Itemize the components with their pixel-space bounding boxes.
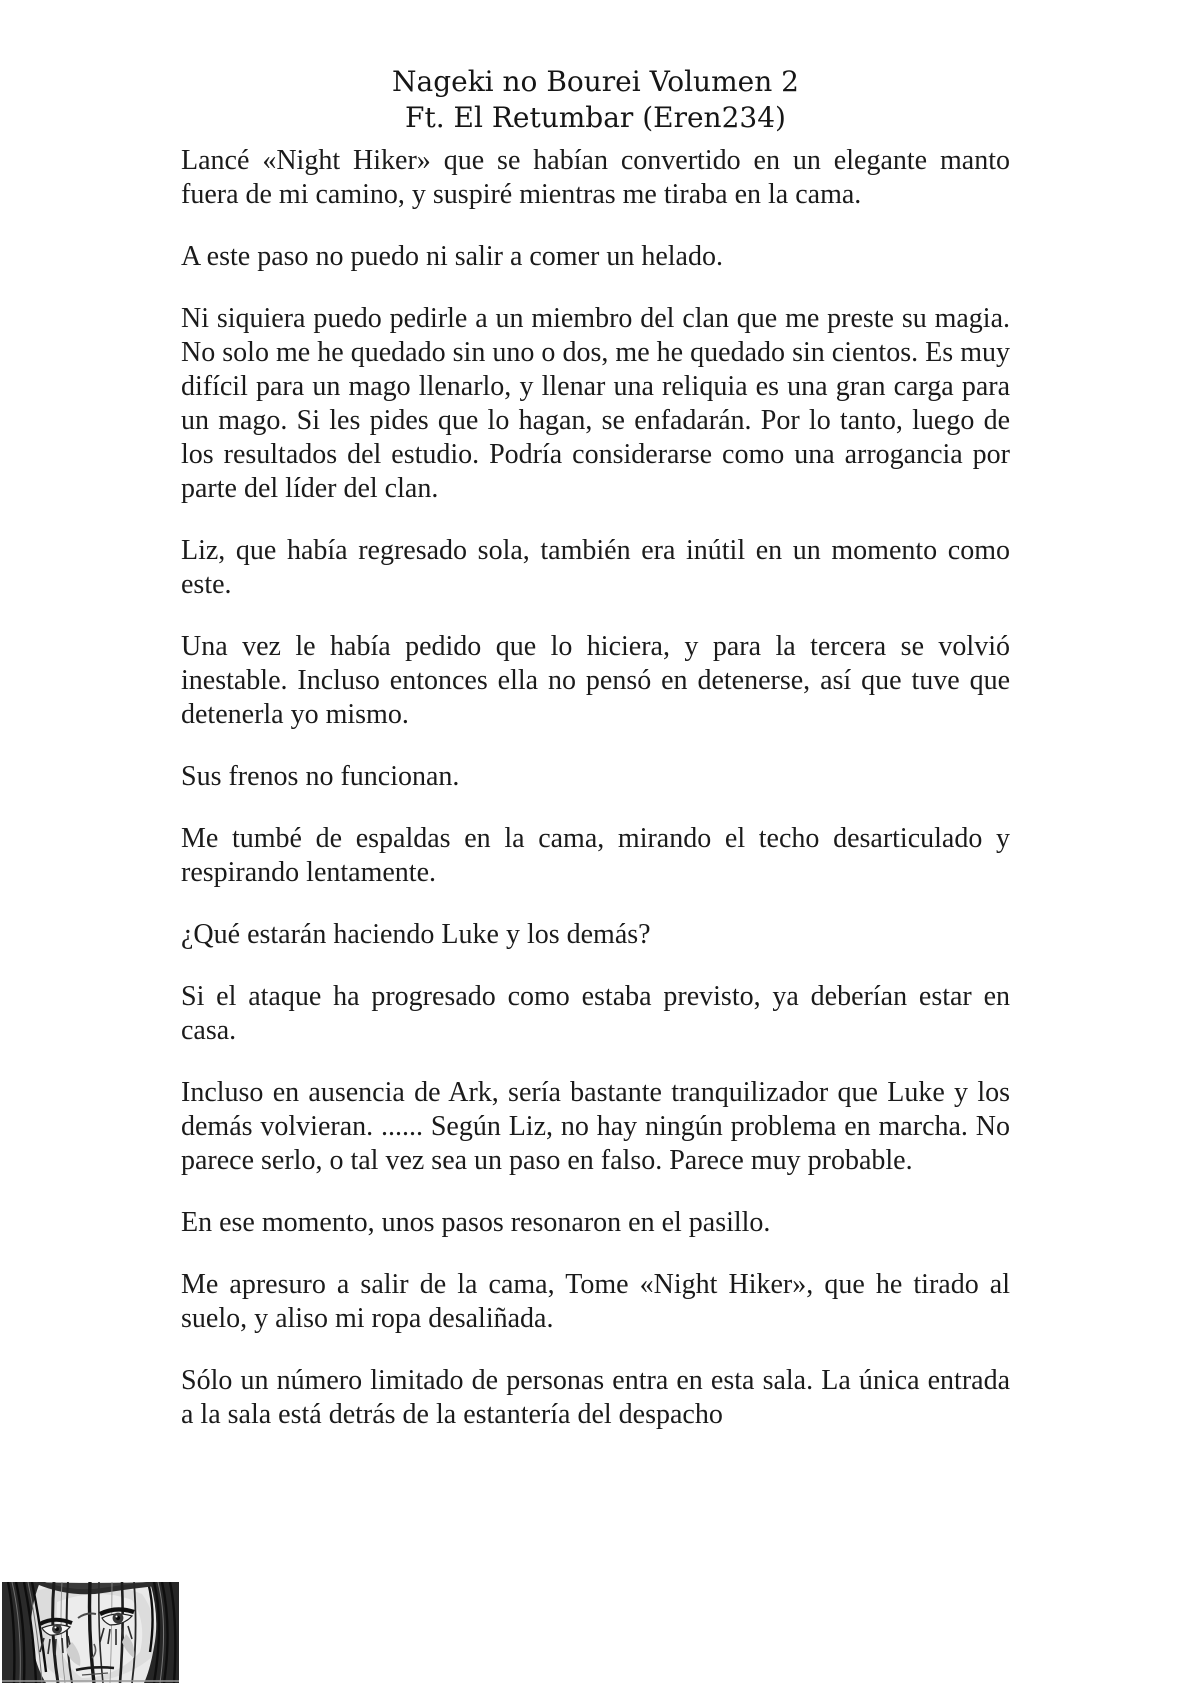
paragraph: Me tumbé de espaldas en la cama, mirando el techo desarticulado y respirando lentamente. <box>181 823 1010 888</box>
paragraph: Sólo un número limitado de personas entra en esta sala. La única entrada a la sala está detrás de la estantería del despacho <box>181 1365 1010 1430</box>
paragraph: ¿Qué estarán haciendo Luke y los demás? <box>181 919 651 950</box>
document-body <box>181 144 1010 1432</box>
title-line-2: Ft. El Retumbar (Eren234) <box>405 101 786 134</box>
paragraph: Sus frenos no funcionan. <box>181 761 460 792</box>
paragraph: En ese momento, unos pasos resonaron en el pasillo. <box>181 1207 771 1238</box>
paragraph: A este paso no puedo ni salir a comer un helado. <box>181 241 723 272</box>
paragraph: Liz, que había regresado sola, también era inútil en un momento como este. <box>181 535 1010 600</box>
paragraph: Me apresuro a salir de la cama, Tome «Night Hiker», que he tirado al suelo, y aliso mi ropa desaliñada. <box>181 1269 1010 1334</box>
paragraph: Incluso en ausencia de Ark, sería bastante tranquilizador que Luke y los demás volvieran. ...... Según Liz, no hay ningún problema en marcha. No parece serlo, o tal vez sea un paso en falso. Parece muy probable. <box>181 1077 1010 1176</box>
paragraph: Ni siquiera puedo pedirle a un miembro del clan que me preste su magia. No solo me he quedado sin uno o dos, me he quedado sin cientos. Es muy difícil para un mago llenarlo, y llenar una reliquia es una gran carga para un mago. Si les pides que lo hagan, se enfadarán. Por lo tanto, luego de los resultados del estudio. Podría considerarse como una arrogancia por parte del líder del clan. <box>181 303 1010 504</box>
paragraph: Si el ataque ha progresado como estaba previsto, ya deberían estar en casa. <box>181 981 1010 1046</box>
paragraph: Una vez le había pedido que lo hiciera, y para la tercera se volvió inestable. Incluso entonces ella no pensó en detenerse, así que tuve que detenerla yo mismo. <box>181 631 1010 730</box>
document-title <box>181 64 1010 136</box>
manga-face-image <box>2 1582 179 1683</box>
paragraph: Lancé «Night Hiker» que se habían convertido en un elegante manto fuera de mi camino, y suspiré mientras me tiraba en la cama. <box>181 145 1010 210</box>
text-column <box>181 64 1010 1460</box>
title-line-1: Nageki no Bourei Volumen 2 <box>392 65 799 98</box>
